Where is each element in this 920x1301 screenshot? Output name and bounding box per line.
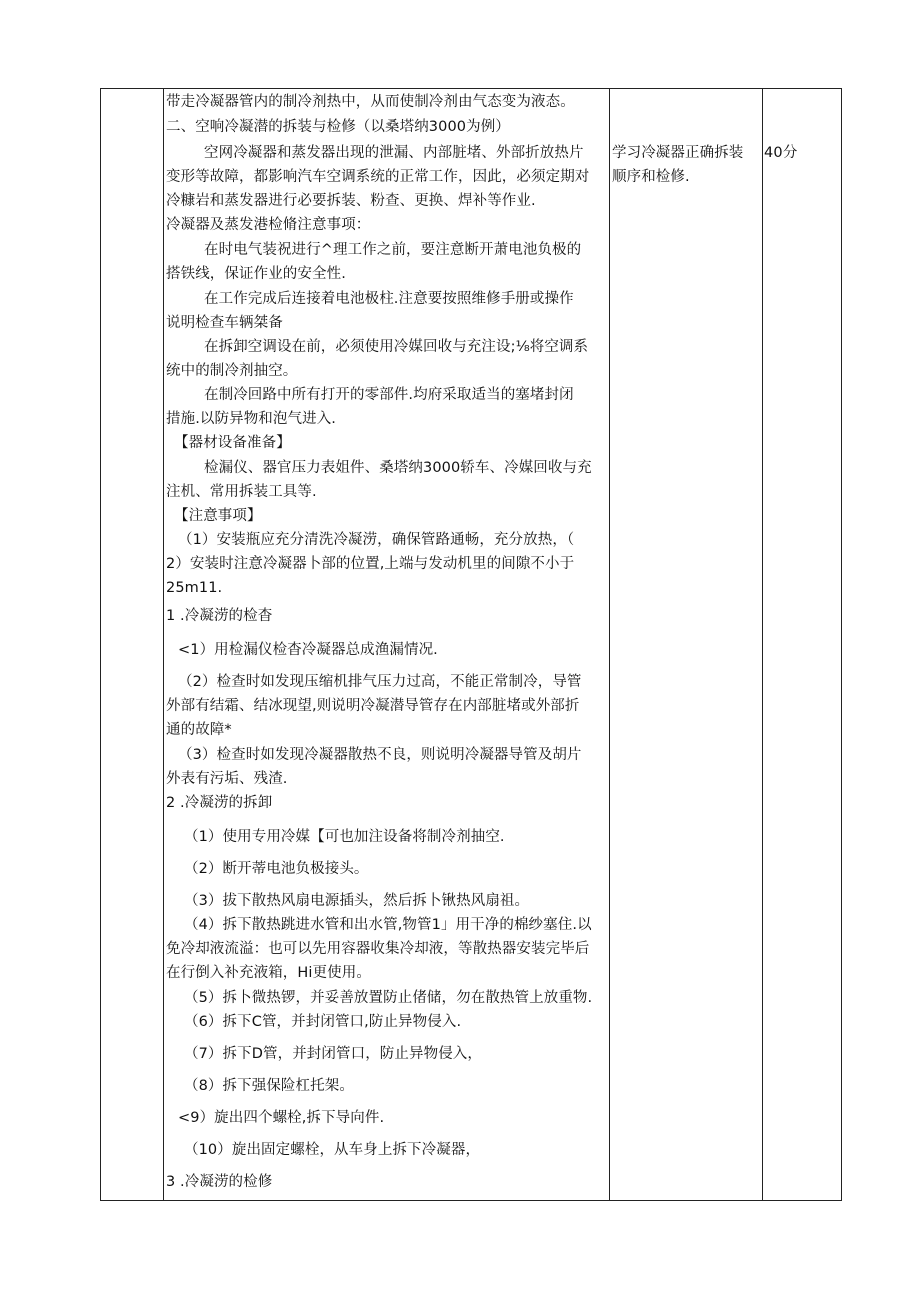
content-line: （3）检查时如发现冷凝器散热不良，则说明冷凝器导管及胡片 bbox=[178, 747, 582, 763]
content-line: 冷糠岩和蒸发器进行必要拆装、粉查、更换、焊补等作业. bbox=[166, 193, 536, 209]
content-line: 统中的制冷剂抽空。 bbox=[166, 363, 298, 379]
objective-line: 学习冷凝器正确拆装 bbox=[612, 145, 744, 161]
content-line: 1 .冷凝涝的检杳 bbox=[166, 608, 273, 624]
content-line: 【注意事项】 bbox=[174, 508, 262, 524]
content-line: （7）拆下D管，并封闭管口，防止异物侵入， bbox=[184, 1046, 482, 1062]
table-border-col-0 bbox=[100, 88, 101, 1200]
content-line: （5）拆卜微热锣，并妥善放置防止偖储，勿在散热管上放重物. bbox=[184, 990, 593, 1006]
content-line: （10）旋出固定螺栓，从车身上拆下冷凝器， bbox=[184, 1142, 481, 1158]
content-line: 在拆卸空调设在前，必须使用冷媒回收与充注设;⅛将空调系 bbox=[204, 339, 589, 355]
content-line: <1）用检漏仪检杳冷凝器总成渔漏情况. bbox=[178, 642, 438, 658]
content-line: 二、空响冷凝潜的拆装与检修（以桑塔纳3000为例） bbox=[166, 119, 510, 135]
content-line: 带走冷凝器管内的制冷剂热中，从而使制冷剂由气态变为液态。 bbox=[166, 94, 575, 110]
content-line: 【器材设备准备】 bbox=[174, 435, 291, 451]
content-line: 变形等故障，都影响汽车空调系统的正常工作，因此，必须定期对 bbox=[166, 169, 590, 185]
score-value: 40分 bbox=[764, 145, 798, 161]
content-line: 2 .冷凝涝的拆卸 bbox=[166, 795, 273, 811]
table-border-col-3 bbox=[762, 88, 763, 1200]
table-border-col-4 bbox=[841, 88, 842, 1200]
content-line: 检漏仪、器官压力表姐件、桑塔纳3000轿车、冷媒回收与充 bbox=[204, 460, 592, 476]
content-line: 25m11. bbox=[166, 580, 223, 596]
table-bottom-border bbox=[100, 1200, 842, 1201]
content-line: （2）断开蒂电池负极接头。 bbox=[184, 861, 369, 877]
content-line: 措施.以防异物和泡气进入. bbox=[166, 411, 337, 427]
content-line: 在时电气装祝进行^理工作之前，要注意断开萧电池负极的 bbox=[204, 242, 582, 258]
table-border-col-2 bbox=[609, 88, 610, 1200]
content-line: 注机、常用拆装工具等. bbox=[166, 484, 317, 500]
content-line: 外表有污垢、残渣. bbox=[166, 771, 288, 787]
content-line: 3 .冷凝涝的检修 bbox=[166, 1174, 273, 1190]
content-line: 在制冷回路中所有打开的零部件.均府采取适当的塞堵封闭 bbox=[204, 387, 574, 403]
content-line: 在行倒入补充液箱，Hi更使用。 bbox=[166, 965, 371, 981]
content-line: 搭铁线，保证作业的安全性. bbox=[166, 266, 346, 282]
content-line: （1）安装瓶应充分清洗冷凝涝，确保管路通畅，充分放热，（ bbox=[178, 532, 575, 548]
content-line: 通的故障* bbox=[166, 722, 232, 738]
content-line: （8）拆下强保险杠托架。 bbox=[184, 1078, 354, 1094]
content-line: （4）拆下散热跳进水管和出水管,物管1」用干净的棉纱塞住.以 bbox=[184, 917, 592, 933]
content-line: （6）拆下C管，并封闭管口,防止异物侵入. bbox=[184, 1014, 462, 1030]
content-line: 说明检查车辆桀备 bbox=[166, 315, 283, 331]
content-line: 免冷却液流溢：也可以先用容器收集冷却液，等散热器安装完毕后 bbox=[166, 941, 590, 957]
content-line: （1）使用专用冷媒【可也加注设备将制冷剂抽空. bbox=[184, 829, 505, 845]
content-line: 空网冷凝器和蒸发器出现的泄漏、内部脏堵、外部折放热片 bbox=[204, 145, 584, 161]
objective-line: 顺序和检修. bbox=[612, 169, 690, 185]
content-line: （3）拔下散热风扇电源插头，然后拆卜锹热风扇祖。 bbox=[184, 893, 530, 909]
content-line: 2）安装时注意冷凝器卜部的位置,上端与发动机里的间隙不小于 bbox=[166, 556, 575, 572]
content-line: 外部有结霜、结冰现望,则说明冷凝潜导管存在内部脏堵或外部折 bbox=[166, 698, 580, 714]
content-line: <9）旋出四个螺栓,拆下导向件. bbox=[178, 1110, 385, 1126]
table-top-border bbox=[100, 88, 842, 89]
table-border-col-1 bbox=[163, 88, 164, 1200]
content-line: 在工作完成后连接着电池极柱.注意要按照维修手册或操作 bbox=[204, 291, 574, 307]
content-line: 冷凝器及蒸发港检脩注意事项： bbox=[166, 217, 371, 233]
content-line: （2）检查时如发现压缩机排气压力过高，不能正常制冷，导管 bbox=[178, 674, 582, 690]
